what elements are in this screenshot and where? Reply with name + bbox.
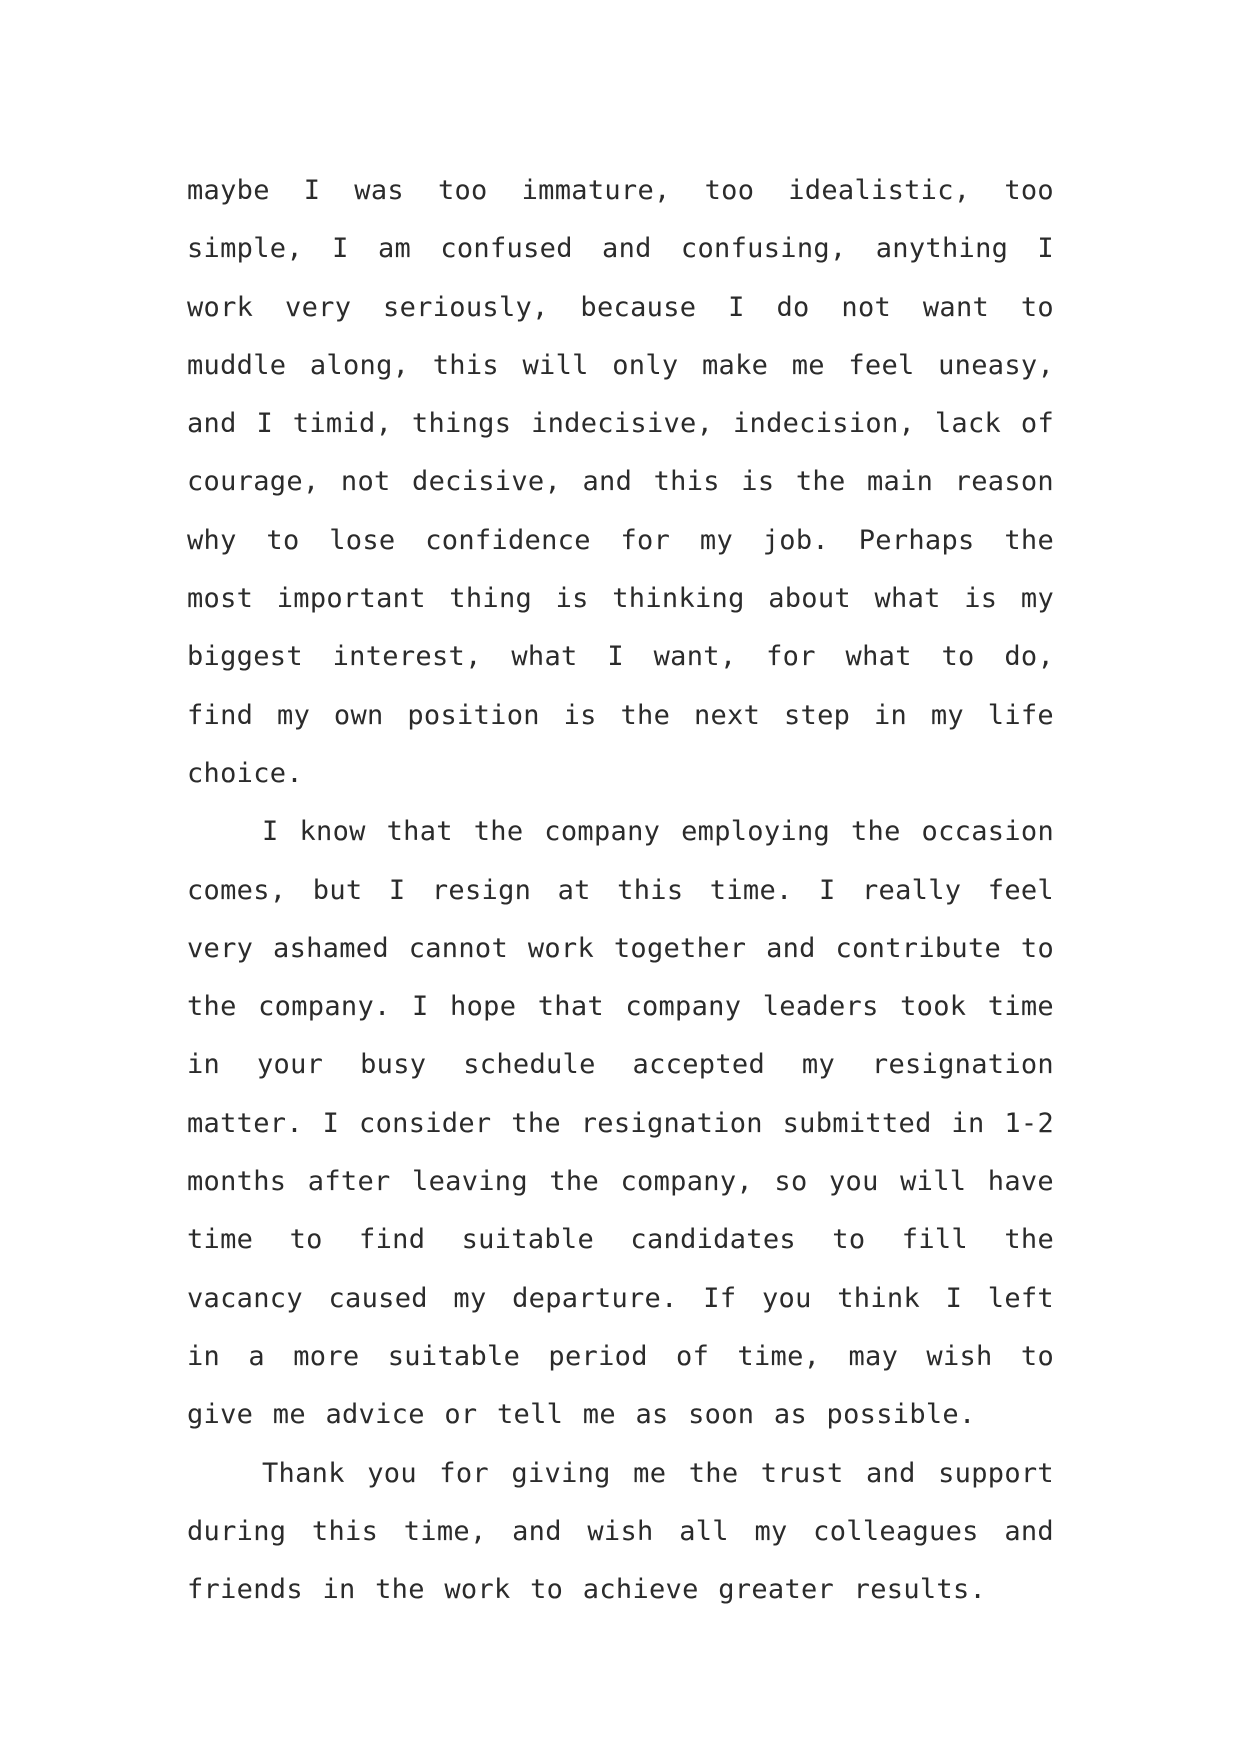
letter-body (187, 162, 1054, 1619)
paragraph-3: Thank you for giving me the trust and support during this time, and wish all my colleagues and friends in the work to achieve greater results. (187, 1457, 1054, 1606)
paragraph-1: maybe I was too immature, too idealistic, too simple, I am confused and confusing, anything I work very seriously, because I do not want to muddle along, this will only make me feel uneasy, and I timid, things indecisive, indecision, lack of courage, not decisive, and this is the main reason why to lose confidence for my job. Perhaps the most important thing is thinking about what is my biggest interest, what I want, for what to do, find my own position is the next step in my life choice. (187, 175, 1054, 789)
paragraph-2: I know that the company employing the occasion comes, but I resign at this time. I really feel very ashamed cannot work together and contribute to the company. I hope that company leaders took time in your busy schedule accepted my resignation matter. I consider the resignation submitted in 1-2 months after leaving the company, so you will have time to find suitable candidates to fill the vacancy caused my departure. If you think I left in a more suitable period of time, may wish to give me advice or tell me as soon as possible. (187, 816, 1054, 1431)
